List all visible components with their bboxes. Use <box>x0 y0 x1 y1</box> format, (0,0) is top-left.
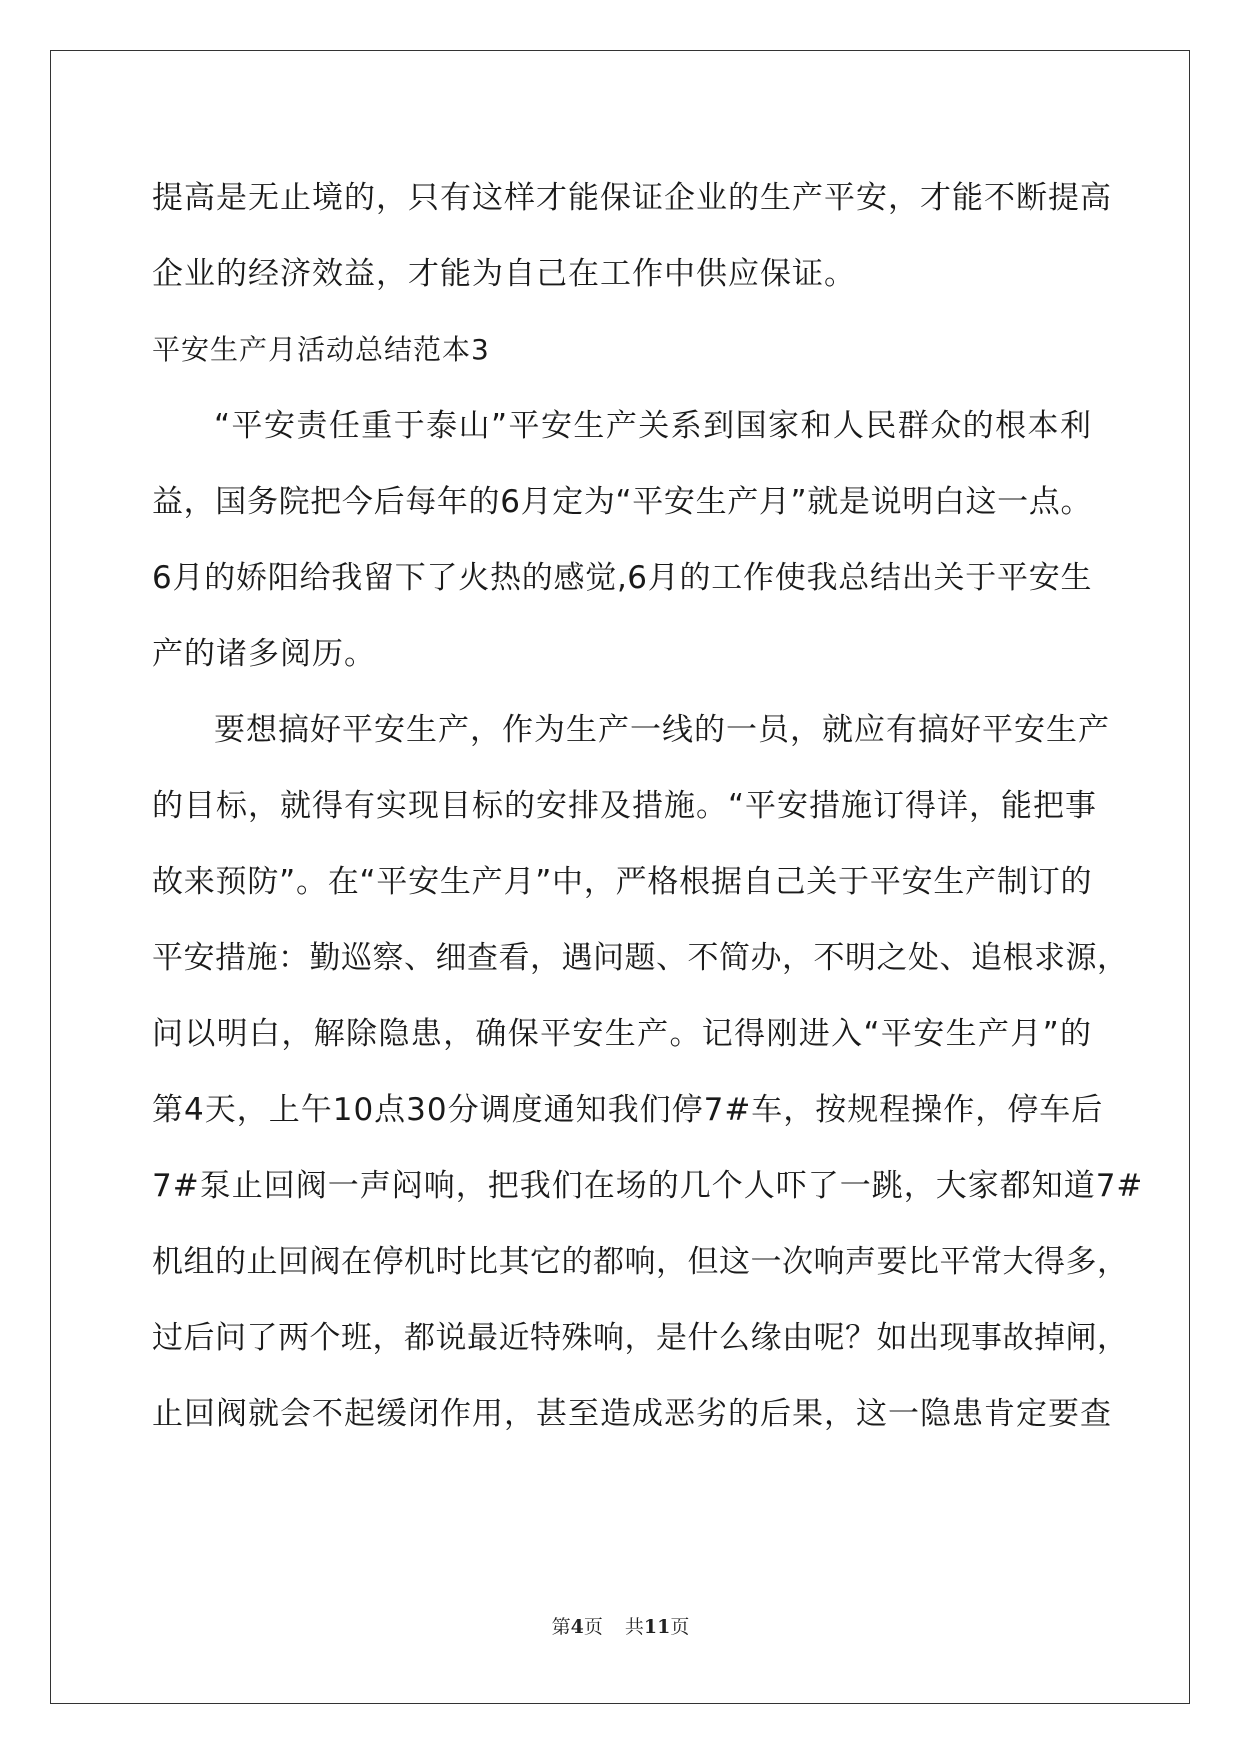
text-line: 6月的娇阳给我留下了火热的感觉,6月的工作使我总结出关于平安生 <box>152 560 1092 596</box>
text-line: 平安措施：勤巡察、细查看，遇问题、不简办，不明之处、追根求源， <box>152 940 1129 976</box>
footer-total-suffix: 页 <box>670 1616 690 1638</box>
text-line: 故来预防”。在“平安生产月”中，严格根据自己关于平安生产制订的 <box>152 864 1092 900</box>
text-line: 止回阀就会不起缓闭作用，甚至造成恶劣的后果，这一隐患肯定要查 <box>152 1396 1112 1432</box>
current-page-number: 4 <box>570 1616 584 1638</box>
text-line: 问以明白，解除隐患，确保平安生产。记得刚进入“平安生产月”的 <box>152 1016 1092 1052</box>
section-heading: 平安生产月活动总结范本3 <box>152 333 490 366</box>
page-footer <box>0 1612 1241 1639</box>
footer-page-suffix: 页 <box>583 1616 603 1638</box>
text-line: 企业的经济效益，才能为自己在工作中供应保证。 <box>152 256 856 292</box>
text-line: 提高是无止境的，只有这样才能保证企业的生产平安，才能不断提高 <box>152 180 1112 216</box>
text-line: 过后问了两个班，都说最近特殊响，是什么缘由呢？如出现事故掉闸， <box>152 1320 1129 1356</box>
text-line: 益，国务院把今后每年的6月定为“平安生产月”就是说明白这一点。 <box>152 484 1092 520</box>
text-line: “平安责任重于泰山”平安生产关系到国家和人民群众的根本利 <box>214 408 1092 444</box>
text-line: 的目标，就得有实现目标的安排及措施。“平安措施订得详，能把事 <box>152 788 1098 824</box>
text-line: 机组的止回阀在停机时比其它的都响，但这一次响声要比平常大得多， <box>152 1244 1129 1280</box>
document-body <box>152 160 1144 1452</box>
text-line: 7#泵止回阀一声闷响，把我们在场的几个人吓了一跳，大家都知道7# <box>152 1168 1144 1204</box>
text-line: 产的诸多阅历。 <box>152 636 376 672</box>
text-line: 第4天，上午10点30分调度通知我们停7#车，按规程操作，停车后 <box>152 1092 1104 1128</box>
text-line: 要想搞好平安生产，作为生产一线的一员，就应有搞好平安生产 <box>214 712 1110 748</box>
footer-total-prefix: 共 <box>624 1616 644 1638</box>
footer-prefix: 第 <box>551 1616 571 1638</box>
total-pages-number: 11 <box>643 1616 671 1638</box>
